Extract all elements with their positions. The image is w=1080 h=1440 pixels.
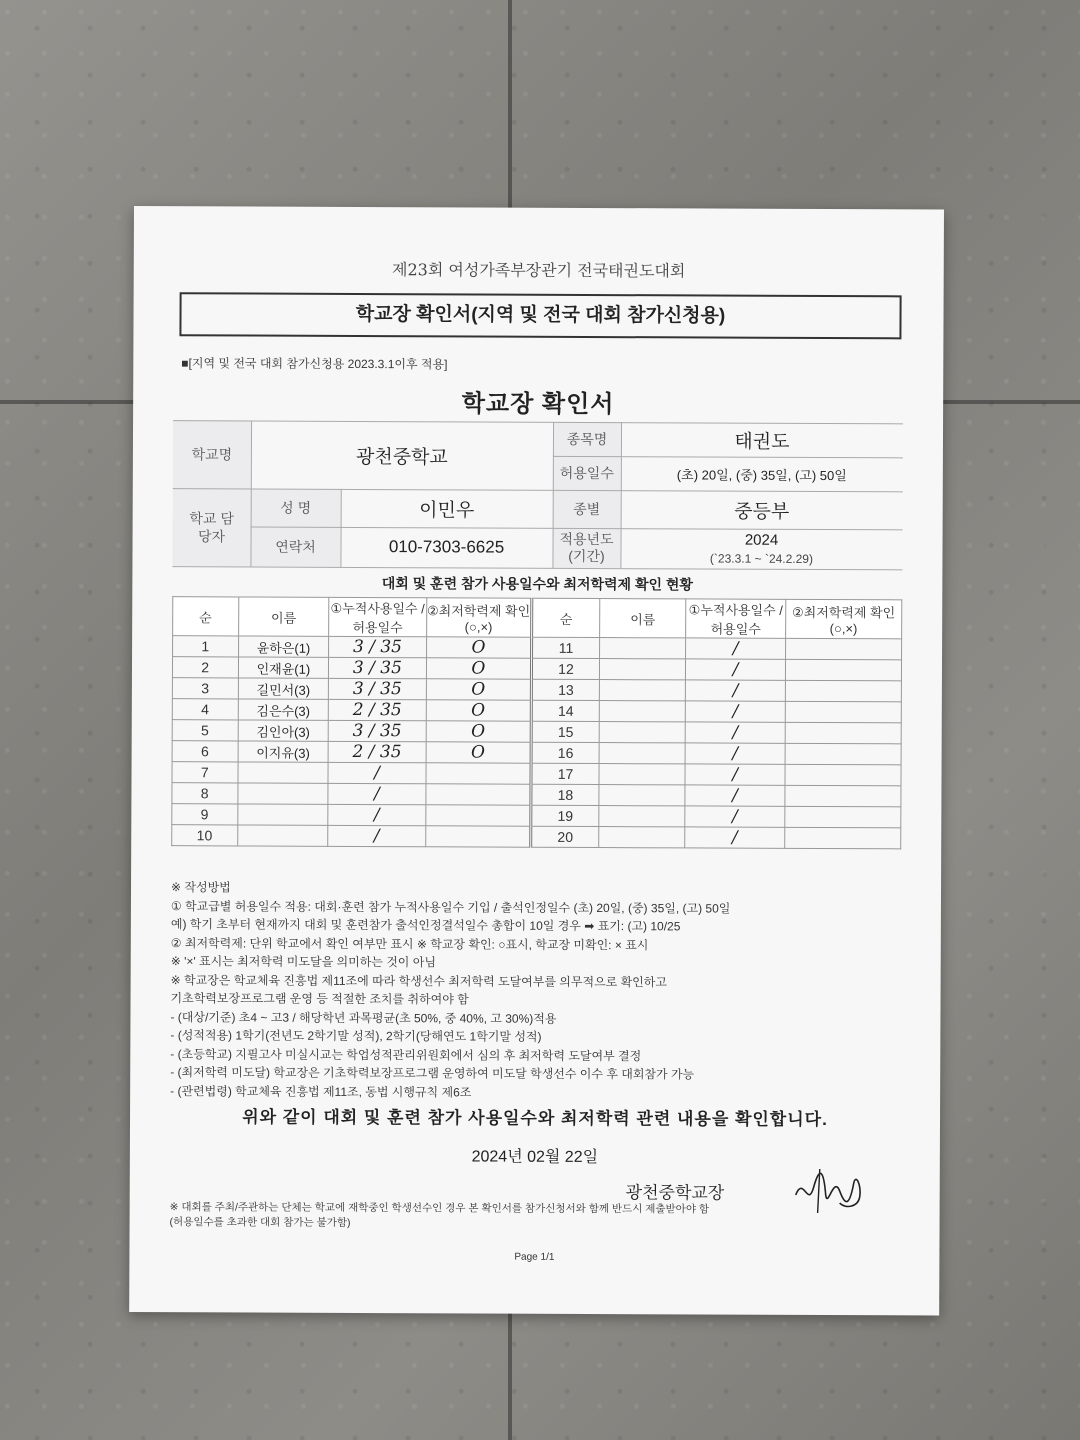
cell-no: 1 [173, 636, 239, 657]
note-line: ※ 작성방법 [170, 880, 231, 895]
table-row [172, 825, 901, 849]
cell-no: 10 [172, 825, 238, 846]
cell-no: 14 [531, 700, 599, 721]
issue-date: 2024년 02월 22일 [471, 1148, 599, 1167]
cell-no: 18 [531, 784, 599, 805]
allowed-days-label: 허용일수 [559, 464, 614, 482]
cell-name [599, 806, 686, 827]
cell-name [237, 804, 328, 825]
cell-name: 길민서(3) [238, 678, 329, 699]
cell-confirm [785, 722, 901, 744]
section-title: 대회 및 훈련 참가 사용일수와 최저학력제 확인 현황 [381, 575, 693, 593]
cell-days: / [686, 680, 785, 701]
school-name: 광천중학교 [355, 446, 448, 468]
document-page [129, 206, 944, 1316]
cell-confirm: O [426, 742, 532, 763]
header-confirm: ②최저학력제 확인(○,×) [785, 599, 901, 639]
contact-label: 연락처 [275, 538, 316, 555]
cell-name: 이지유(3) [238, 741, 329, 762]
note-line: - (초등학교) 지필고사 미실시교는 학업성적관리위원회에서 심의 후 최저학력 도달여부 결정 [170, 1046, 642, 1063]
cell-confirm [425, 805, 531, 826]
note-line: ※ '×' 표시는 최저학력 미도달을 의미하는 것이 아님 [170, 954, 436, 970]
school-label: 학교명 [191, 446, 233, 463]
header-days: ①누적사용일수 /허용일수 [686, 599, 785, 638]
cell-days: / [685, 827, 784, 848]
cell-days: / [686, 659, 785, 680]
cell-name: 김은수(3) [238, 699, 329, 720]
cell-no: 6 [172, 741, 238, 762]
cell-confirm [785, 764, 901, 786]
contact-value: 010-7303-6625 [388, 537, 505, 557]
form-title: 학교장 확인서 [461, 390, 615, 419]
athlete-table [171, 596, 902, 849]
cell-name [599, 743, 686, 764]
cell-no: 20 [531, 826, 599, 847]
cell-no: 9 [172, 804, 238, 825]
cell-days: 3 / 35 [329, 678, 426, 699]
cell-no: 13 [532, 679, 600, 700]
cell-name [599, 659, 686, 680]
header-name: 이름 [599, 599, 686, 638]
cell-confirm [426, 763, 532, 784]
name-label: 성 명 [280, 499, 312, 516]
note-line: - (관련법령) 학교체육 진흥법 제11조, 동법 시행규칙 제6조 [170, 1083, 472, 1099]
confirm-statement: 위와 같이 대회 및 훈련 참가 사용일수와 최저학력 관련 내용을 확인합니다. [242, 1107, 828, 1130]
cell-name: 윤하은(1) [238, 636, 329, 657]
cell-confirm [785, 680, 901, 702]
cell-confirm [785, 701, 901, 723]
note-line: - (최저학력 미도달) 학교장은 기초학력보장프로그램 운영하여 미도달 학생선수 이수 후 대회참가 가능 [170, 1065, 695, 1082]
cell-no: 16 [531, 742, 599, 763]
cell-confirm: O [426, 721, 532, 742]
cell-no: 7 [172, 762, 238, 783]
note-line: - (대상/기준) 초4 ~ 고3 / 해당학년 과목평균(초 50%, 중 40%, 고 30%)적용 [170, 1009, 557, 1026]
cell-no: 5 [172, 720, 238, 741]
cell-name [237, 762, 328, 783]
cell-no: 19 [531, 805, 599, 826]
cell-name [599, 785, 686, 806]
cell-name: 김인아(3) [238, 720, 329, 741]
cell-days: / [685, 743, 784, 764]
note-line: ※ 학교장은 학교체육 진흥법 제11조에 따라 학생선수 최저학력 도달여부를 의무적으로 확인하고 [170, 972, 668, 989]
cell-confirm [785, 785, 901, 807]
cell-name [599, 701, 686, 722]
cell-confirm [784, 827, 900, 849]
writing-instructions [170, 878, 901, 1103]
manager-label: 학교 담당자 [189, 510, 234, 545]
cell-confirm [425, 826, 531, 847]
cell-days: / [685, 764, 784, 785]
cell-confirm [785, 743, 901, 765]
cell-days: 3 / 35 [329, 657, 426, 678]
cell-name [237, 825, 328, 846]
cell-days: 2 / 35 [329, 699, 426, 720]
cell-no: 11 [532, 637, 600, 658]
year-label: 적용년도 (기간) [559, 530, 614, 565]
cell-no: 15 [531, 721, 599, 742]
period-value: (`23.3.1 ~ `24.2.29) [709, 551, 814, 566]
cell-no: 17 [531, 763, 599, 784]
cell-name [599, 722, 686, 743]
sport-value: 태권도 [734, 431, 790, 453]
apply-note: ■[지역 및 전국 대회 참가신청용 2023.3.1이후 적용] [181, 356, 448, 372]
principal-title: 광천중학교장 [625, 1183, 725, 1203]
footnote-line: ※ 대회를 주최/주관하는 단체는 학교에 재학중인 학생선수인 경우 본 확인서를 참가신청서와 함께 반드시 제출받아야 함 [169, 1201, 710, 1216]
main-title: 학교장 확인서(지역 및 전국 대회 참가신청용) [179, 292, 901, 339]
cell-confirm [785, 659, 901, 681]
cell-no: 8 [172, 783, 238, 804]
division-label: 종별 [573, 500, 601, 518]
header-no: 순 [532, 598, 600, 637]
note-line: ① 학교급별 허용일수 적용: 대회·훈련 참가 누적사용일수 기입 / 출석인정일수 (초) 20일, (중) 35일, (고) 50일 [170, 898, 731, 916]
cell-days: / [685, 806, 784, 827]
note-line: 기초학력보장프로그램 운영 등 적절한 조치를 취하여야 함 [170, 991, 469, 1007]
cell-days: / [328, 825, 425, 846]
footnote [170, 1200, 900, 1233]
cell-name [237, 783, 328, 804]
cell-confirm [785, 638, 901, 660]
note-line: ② 최저학력제: 단위 학교에서 확인 여부만 표시 ※ 학교장 확인: ○표시, 학교장 미확인: × 표시 [170, 935, 649, 952]
cell-confirm: O [426, 679, 532, 700]
cell-no: 4 [172, 699, 238, 720]
cell-days: / [328, 783, 425, 804]
cell-name [599, 680, 686, 701]
cell-days: 2 / 35 [328, 741, 425, 762]
cell-days: 3 / 35 [329, 720, 426, 741]
division-value: 중등부 [734, 501, 790, 523]
manager-name: 이민우 [419, 499, 475, 521]
cell-name [599, 638, 686, 659]
cell-days: 3 / 35 [329, 636, 426, 657]
cell-confirm [425, 784, 531, 805]
cell-confirm: O [426, 658, 532, 679]
year-value: 2024 [744, 531, 779, 549]
cell-no: 2 [172, 657, 238, 678]
cell-name [599, 764, 686, 785]
header-days: ①누적사용일수 /허용일수 [329, 597, 426, 636]
cell-no: 3 [172, 678, 238, 699]
cell-no: 12 [532, 658, 600, 679]
cell-name [599, 827, 686, 848]
cell-days: / [686, 722, 785, 743]
cell-confirm: O [426, 700, 532, 721]
note-line: - (성적적용) 1학기(전년도 2학기말 성적), 2학기(당해연도 1학기말 성적) [170, 1028, 542, 1044]
header-name: 이름 [238, 597, 329, 636]
cell-days: / [686, 701, 785, 722]
header-confirm: ②최저학력제 확인(○,×) [426, 598, 532, 637]
cell-days: / [328, 762, 425, 783]
cell-confirm [785, 806, 901, 828]
header-no: 순 [173, 597, 239, 636]
page-number: Page 1/1 [514, 1251, 555, 1263]
allowed-days-value: (초) 20일, (중) 35일, (고) 50일 [676, 466, 847, 483]
footnote-line: (허용일수를 초과한 대회 참가는 불가함) [169, 1216, 351, 1229]
cell-days: / [686, 638, 785, 659]
cell-confirm: O [426, 637, 532, 658]
event-title: 제23회 여성가족부장관기 전국태권도대회 [392, 260, 686, 281]
cell-days: / [685, 785, 784, 806]
cell-name: 인재윤(1) [238, 657, 329, 678]
sport-label: 종목명 [566, 430, 608, 448]
note-line: 예) 학기 초부터 현재까지 대회 및 훈련참가 출석인정결석일수 총합이 10일 경우 ➡ 표기: (고) 10/25 [170, 917, 681, 934]
cell-days: / [328, 804, 425, 825]
